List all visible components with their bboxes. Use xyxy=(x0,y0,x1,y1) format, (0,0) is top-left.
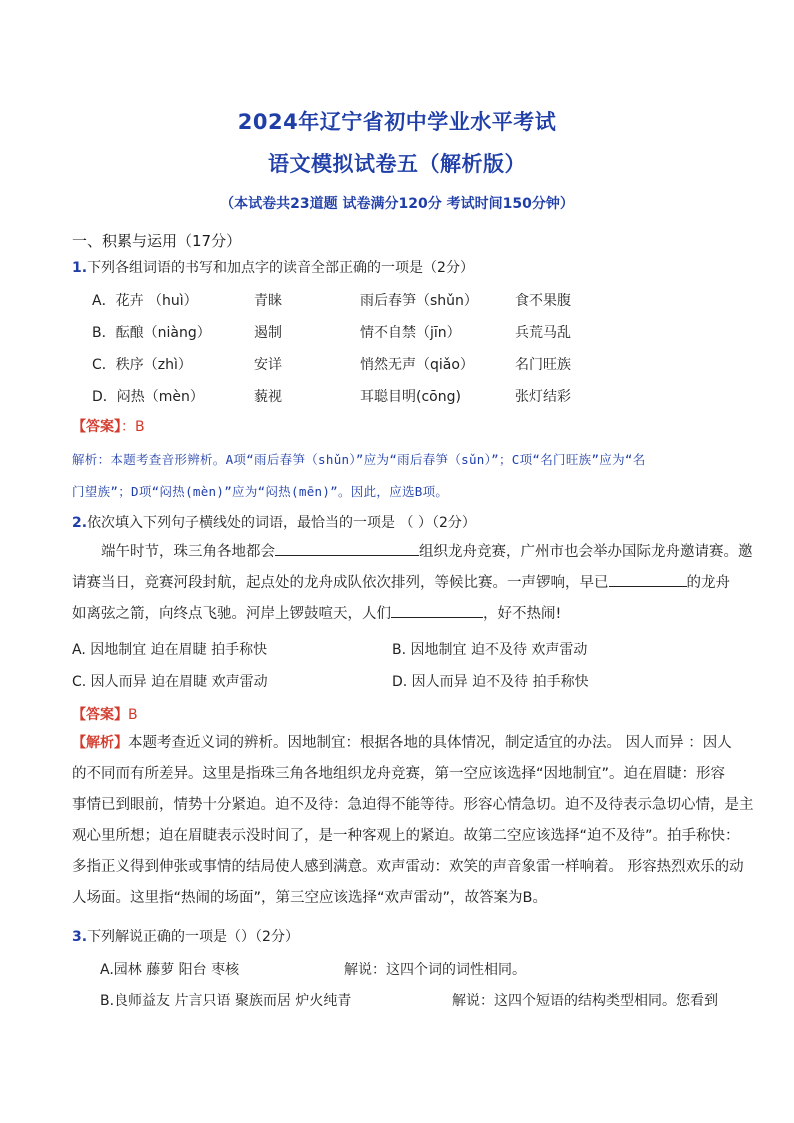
fill-blank-2[interactable] xyxy=(609,572,687,587)
question-text: 依次填入下列句子横线处的词语，最恰当的一项是 （ ）（2分） xyxy=(87,515,476,531)
passage-line-2: 请赛当日，竞赛河段封航，起点处的龙舟成队依次排列，等候比赛。一声锣响，早已 的龙舟 xyxy=(72,568,732,599)
q3-option-a-note: 解说：这四个词的词性相同。 xyxy=(344,962,526,978)
exam-note: （本试卷共23道题 试卷满分120分 考试时间150分钟） xyxy=(220,196,574,212)
passage-line-3: 如离弦之箭，向终点飞驰。河岸上锣鼓喧天，人们 ，好不热闹! xyxy=(72,599,732,630)
analysis-label: 【解析】 xyxy=(72,735,128,751)
analysis-line-3: 事情已到眼前，情势十分紧迫。迫不及待：急迫得不能等待。形容心情急切。迫不及待表示急切心情，是主 xyxy=(72,797,754,813)
question-number: 1. xyxy=(72,260,88,276)
q1-explanation-line2: 门望族”；D项“闷热(mèn)”应为“闷热(mēn)”。因此，应选B项。 xyxy=(72,484,449,499)
q3-option-a-words: A.园林 藤萝 阳台 枣核 xyxy=(100,962,240,978)
answer-value: ：B xyxy=(121,419,145,435)
q2-option-c: C. 因人而异 迫在眉睫 欢声雷动 xyxy=(72,674,268,690)
q1-option-b-term1: B．酝酿（niàng） xyxy=(92,325,211,341)
q2-answer xyxy=(72,704,138,724)
question-2-stem xyxy=(72,512,476,532)
analysis-line-1: 【解析】本题考查近义词的辨析。因地制宜：根据各地的具体情况，制定适宜的办法。 因人而异 ：因人 xyxy=(72,735,732,751)
q1-option-c-term4: 名门旺族 xyxy=(515,357,571,373)
q1-option-c-term3: 悄然无声（qiǎo） xyxy=(360,357,474,373)
fill-blank-1[interactable] xyxy=(275,541,419,556)
analysis-line-4: 观心里所想；迫在眉睫表示没时间了，是一种客观上的紧迫。故第二空应该选择“迫不及待”。拍手称快： xyxy=(72,828,740,844)
q2-analysis xyxy=(72,728,754,914)
question-3-stem xyxy=(72,926,299,946)
answer-value: B xyxy=(128,707,138,723)
q1-option-b-term3: 情不自禁（jīn） xyxy=(360,325,461,341)
analysis-line-5: 多指正义得到伸张或事情的结局使人感到满意。欢声雷动：欢笑的声音象雷一样响着。 形容热烈欢乐的动 xyxy=(72,859,744,875)
q1-option-a-term4: 食不果腹 xyxy=(515,293,571,309)
question-1-stem xyxy=(72,257,474,277)
q1-option-b-term2: 遏制 xyxy=(254,325,282,341)
q1-option-a-term2: 青睐 xyxy=(254,293,282,309)
question-number: 2. xyxy=(72,515,88,531)
q2-option-d: D. 因人而异 迫不及待 拍手称快 xyxy=(392,674,589,690)
q1-answer xyxy=(72,416,145,436)
q1-option-b-term4: 兵荒马乱 xyxy=(515,325,571,341)
analysis-line-2: 的不同而有所差异。这里是指珠三角各地组织龙舟竞赛，第一空应该选择“因地制宜”。迫在眉睫：形容 xyxy=(72,766,726,782)
answer-label: 【答案】 xyxy=(72,419,121,435)
passage-line-1: 端午时节，珠三角各地都会 组织龙舟竞赛，广州市也会举办国际龙舟邀请赛。邀 xyxy=(72,537,732,568)
question-number: 3. xyxy=(72,929,88,945)
exam-title-line1: 2024年辽宁省初中学业水平考试 xyxy=(237,110,557,134)
q3-option-b-words: B.良师益友 片言只语 聚族而居 炉火纯青 xyxy=(100,993,352,1009)
q1-option-c-term2: 安详 xyxy=(254,357,282,373)
answer-label: 【答案】 xyxy=(72,707,128,723)
section-title: 一、积累与运用（17分） xyxy=(72,232,242,250)
exam-title-line2: 语文模拟试卷五（解析版） xyxy=(268,152,526,176)
q1-option-d-term2: 藐视 xyxy=(254,389,282,405)
question-text: 下列各组词语的书写和加点字的读音全部正确的一项是（2分） xyxy=(87,260,474,276)
question-text: 下列解说正确的一项是（）（2分） xyxy=(87,929,299,945)
q1-option-d-term1: D．闷热（mèn） xyxy=(92,389,204,405)
q1-option-a-term3: 雨后春笋（shǔn） xyxy=(360,293,478,309)
analysis-line-6: 人场面。这里指“热闹的场面”，第三空应该选择“欢声雷动”，故答案为B。 xyxy=(72,890,547,906)
q1-option-d-term4: 张灯结彩 xyxy=(515,389,571,405)
q1-option-d-term3: 耳聪目明(cōng) xyxy=(360,389,461,405)
q1-option-a-term1: A．花卉 （huì） xyxy=(92,293,198,309)
q2-option-b: B. 因地制宜 迫不及待 欢声雷动 xyxy=(392,642,588,658)
q1-explanation-line1: 解析：本题考查音形辨析。A项“雨后春笋（shǔn）”应为“雨后春笋（sǔn）”；C项“名门旺族”应为“名 xyxy=(72,452,646,467)
q2-passage xyxy=(72,537,753,630)
q3-option-b-note: 解说：这四个短语的结构类型相同。您看到 xyxy=(452,993,718,1009)
q2-option-a: A. 因地制宜 迫在眉睫 拍手称快 xyxy=(72,642,268,658)
fill-blank-3[interactable] xyxy=(391,603,483,618)
q1-option-c-term1: C．秩序（zhì） xyxy=(92,357,192,373)
